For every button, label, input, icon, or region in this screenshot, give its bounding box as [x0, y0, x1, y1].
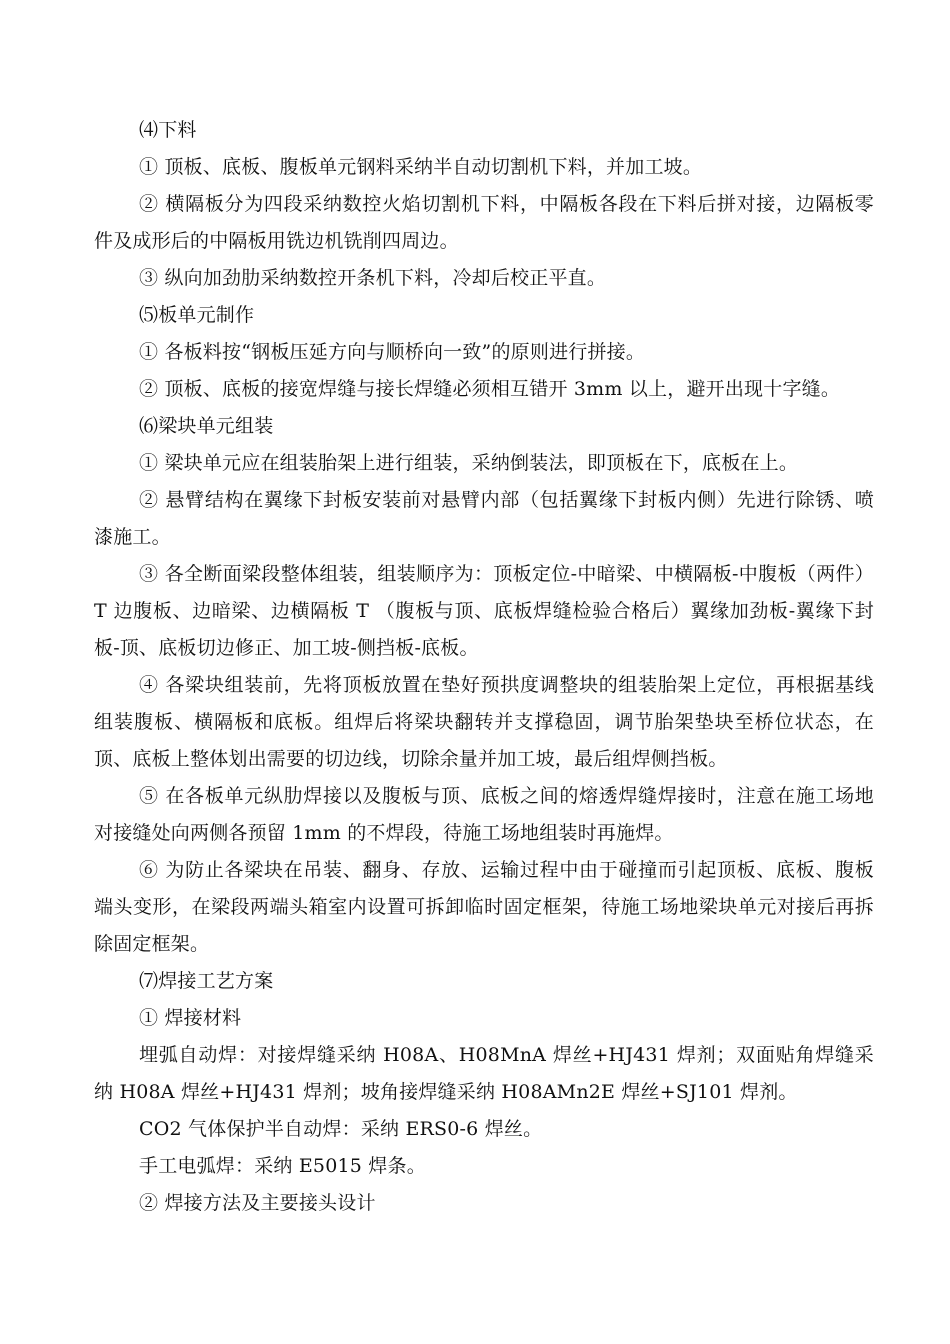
paragraph: ① 焊接材料	[139, 1007, 242, 1029]
paragraph: ① 各板料按“钢板压延方向与顺桥向一致”的原则进行拼接。	[139, 341, 646, 363]
paragraph: 手工电弧焊：采纳 E5015 焊条。	[139, 1155, 426, 1177]
paragraph: ① 梁块单元应在组装胎架上进行组装，采纳倒装法，即顶板在下，底板在上。	[139, 452, 799, 474]
heading-beam-assembly: ⑹梁块单元组装	[139, 415, 274, 437]
paragraph: ② 焊接方法及主要接头设计	[139, 1192, 376, 1214]
paragraph: ⑥ 为防止各梁块在吊装、翻身、存放、运输过程中由于碰撞而引起顶板、底板、腹板端头变形，在梁段两端头箱室内设置可拆卸临时固定框架，待施工场地梁块单元对接后再拆除固定框架。	[94, 859, 874, 955]
heading-welding-plan: ⑺焊接工艺方案	[139, 970, 274, 992]
paragraph: ③ 纵向加劲肋采纳数控开条机下料，冷却后校正平直。	[139, 267, 607, 289]
heading-cutting: ⑷下料	[139, 119, 197, 141]
heading-plate-unit: ⑸板单元制作	[139, 304, 255, 326]
paragraph: ① 顶板、底板、腹板单元钢料采纳半自动切割机下料，并加工坡。	[139, 156, 703, 178]
document-page	[94, 112, 874, 1222]
paragraph: ⑤ 在各板单元纵肋焊接以及腹板与顶、底板之间的熔透焊缝焊接时，注意在施工场地对接缝处向两侧各预留 1mm 的不焊段，待施工场地组装时再施焊。	[94, 785, 874, 844]
paragraph: ③ 各全断面梁段整体组装，组装顺序为：顶板定位-中暗梁、中横隔板-中腹板（两件）T 边腹板、边暗梁、边横隔板 T （腹板与顶、底板焊缝检验合格后）翼缘加劲板-翼缘下封板-顶、底板切边修正、加工坡-侧挡板-底板。	[94, 563, 874, 659]
paragraph: ② 悬臂结构在翼缘下封板安装前对悬臂内部（包括翼缘下封板内侧）先进行除锈、喷漆施工。	[94, 489, 874, 548]
paragraph: 埋弧自动焊：对接焊缝采纳 H08A、H08MnA 焊丝+HJ431 焊剂；双面贴角焊缝采纳 H08A 焊丝+HJ431 焊剂；坡角接焊缝采纳 H08AMn2E 焊丝+SJ101 焊剂。	[94, 1044, 874, 1103]
paragraph: CO2 气体保护半自动焊：采纳 ERS0-6 焊丝。	[139, 1118, 543, 1140]
paragraph: ② 顶板、底板的接宽焊缝与接长焊缝必须相互错开 3mm 以上，避开出现十字缝。	[139, 378, 841, 400]
paragraph: ④ 各梁块组装前，先将顶板放置在垫好预拱度调整块的组装胎架上定位，再根据基线组装腹板、横隔板和底板。组焊后将梁块翻转并支撑稳固，调节胎架垫块至桥位状态，在顶、底板上整体划出需要的切边线，切除余量并加工坡，最后组焊侧挡板。	[94, 674, 874, 770]
paragraph: ② 横隔板分为四段采纳数控火焰切割机下料，中隔板各段在下料后拼对接，边隔板零件及成形后的中隔板用铣边机铣削四周边。	[94, 193, 874, 252]
